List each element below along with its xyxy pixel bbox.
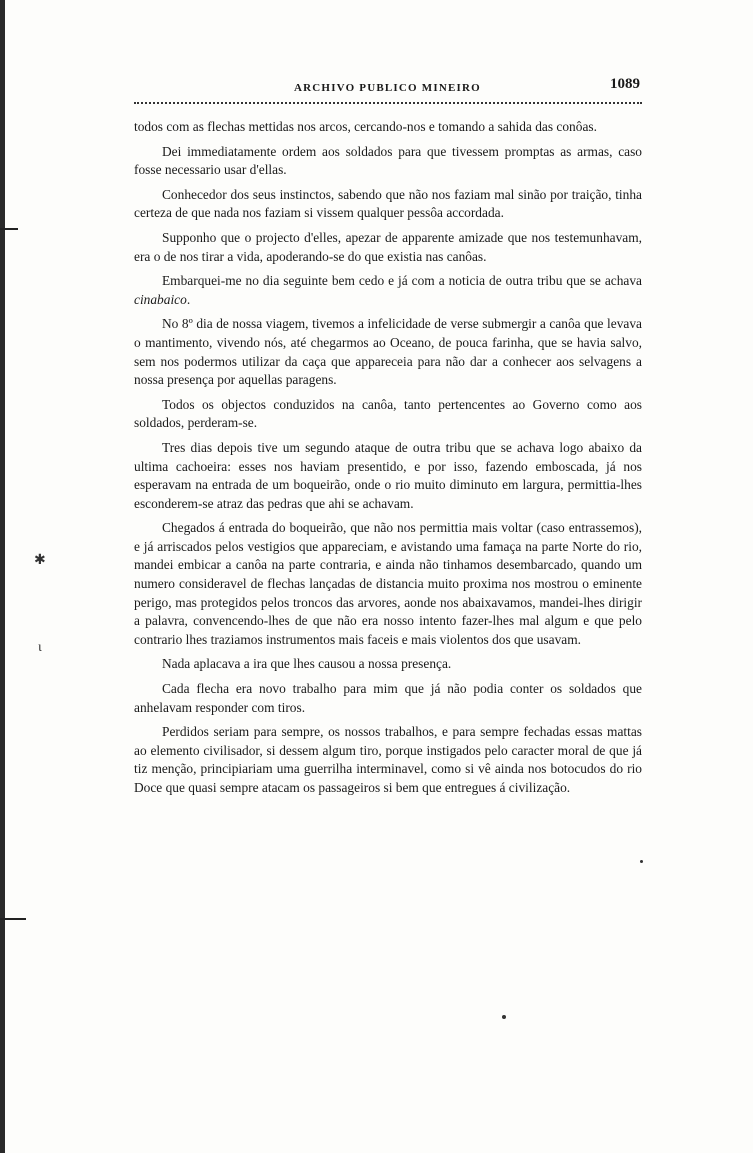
edge-mark <box>0 228 18 230</box>
paragraph-text: Embarquei-me no dia seguinte bem cedo e já com a noticia de outra tribu que se achava <box>162 273 642 289</box>
edge-mark <box>0 918 26 920</box>
binding-edge <box>0 0 5 1153</box>
tribe-name: cinabaico <box>134 291 187 307</box>
paragraph: No 8º dia de nossa viagem, tivemos a infelicidade de verse submergir a canôa que levava o mantimento, vivendo nós, até chegarmos ao Oceano, de pouca farinha, que se havia salvo, sem nos podermos utilizar da caça que appareceia para não dar a conhecer aos selvagens a nossa presença por aquellas paragens. <box>134 316 642 388</box>
running-title: ARCHIVO PUBLICO MINEIRO <box>294 82 481 94</box>
paragraph: Dei immediatamente ordem aos soldados para que tivessem promptas as armas, caso fosse necessario usar d'ellas. <box>134 143 642 178</box>
body-text <box>134 118 642 804</box>
paragraph: Cada flecha era novo trabalho para mim que já não podia conter os soldados que anhelavam responder com tiros. <box>134 681 642 715</box>
page-number: 1089 <box>610 76 640 92</box>
paragraph-text: . <box>186 291 191 307</box>
paragraph: Conhecedor dos seus instinctos, sabendo que não nos faziam mal sinão por traição, tinha certeza de que nada nos faziam si vissem qualquer pessôa accordada. <box>134 186 642 221</box>
paragraph: Supponho que o projecto d'elles, apezar de apparente amizade que nos testemunhavam, era o de nos tirar a vida, apoderando-se do que existia nas canôas. <box>134 229 642 264</box>
paragraph: Perdidos seriam para sempre, os nossos trabalhos, e para sempre fechadas essas mattas ao elemento civilisador, si dessem algum tiro, porque instigados pelo caracter moral de que já tiz menção, principiariam uma guerrilha interminavel, como si vê ainda nos botocudos do rio Doce que quasi sempre atacam os passageiros si bem que entregues á civilização. <box>134 724 642 795</box>
ink-speck <box>502 1015 506 1019</box>
paragraph <box>134 272 642 309</box>
paragraph: Tres dias depois tive um segundo ataque de outra tribu que se achava logo abaixo da ultima cachoeira: esses nos haviam presentido, e por isso, fazendo emboscada, já nos esperavam na entrada de um boqueirão, onde o rio muito diminuto em largura, permittia-lhes esconderem-se atraz das pedras que ahi se achavam. <box>134 439 642 511</box>
running-head <box>134 76 642 106</box>
paragraph: Chegados á entrada do boqueirão, que não nos permittia mais voltar (caso entrassemos), e já arriscados pelos vestigios que appareciam, e avistando uma famaça na parte Norte do rio, mandei embicar a canôa na parte contraria, e ainda não tinhamos desembarcado, quando um numero consideravel de flechas lançadas de distancia muito proxima nos mostrou o eminente perigo, mas protegidos pelos troncos das arvores, aonde nos abaixavamos, mandei-lhes dirigir a palavra, convencendo-lhes de que não era nosso intento fazer-lhes mal algum e que pelo contrario lhes traziamos instrumentos mais faceis e mais violentos dos que usavam. <box>134 520 642 647</box>
margin-mark: ɩ <box>38 640 42 655</box>
paragraph: Nada aplacava a ira que lhes causou a nossa presença. <box>162 656 452 672</box>
paragraph: Todos os objectos conduzidos na canôa, tanto pertencentes ao Governo como aos soldados, perderam-se. <box>134 396 642 431</box>
header-rule <box>134 102 642 104</box>
ink-speck <box>640 860 643 863</box>
paragraph: todos com as flechas mettidas nos arcos, cercando-nos e tomando a sahida das conôas. <box>134 119 597 134</box>
margin-mark: ✱ <box>34 553 46 568</box>
